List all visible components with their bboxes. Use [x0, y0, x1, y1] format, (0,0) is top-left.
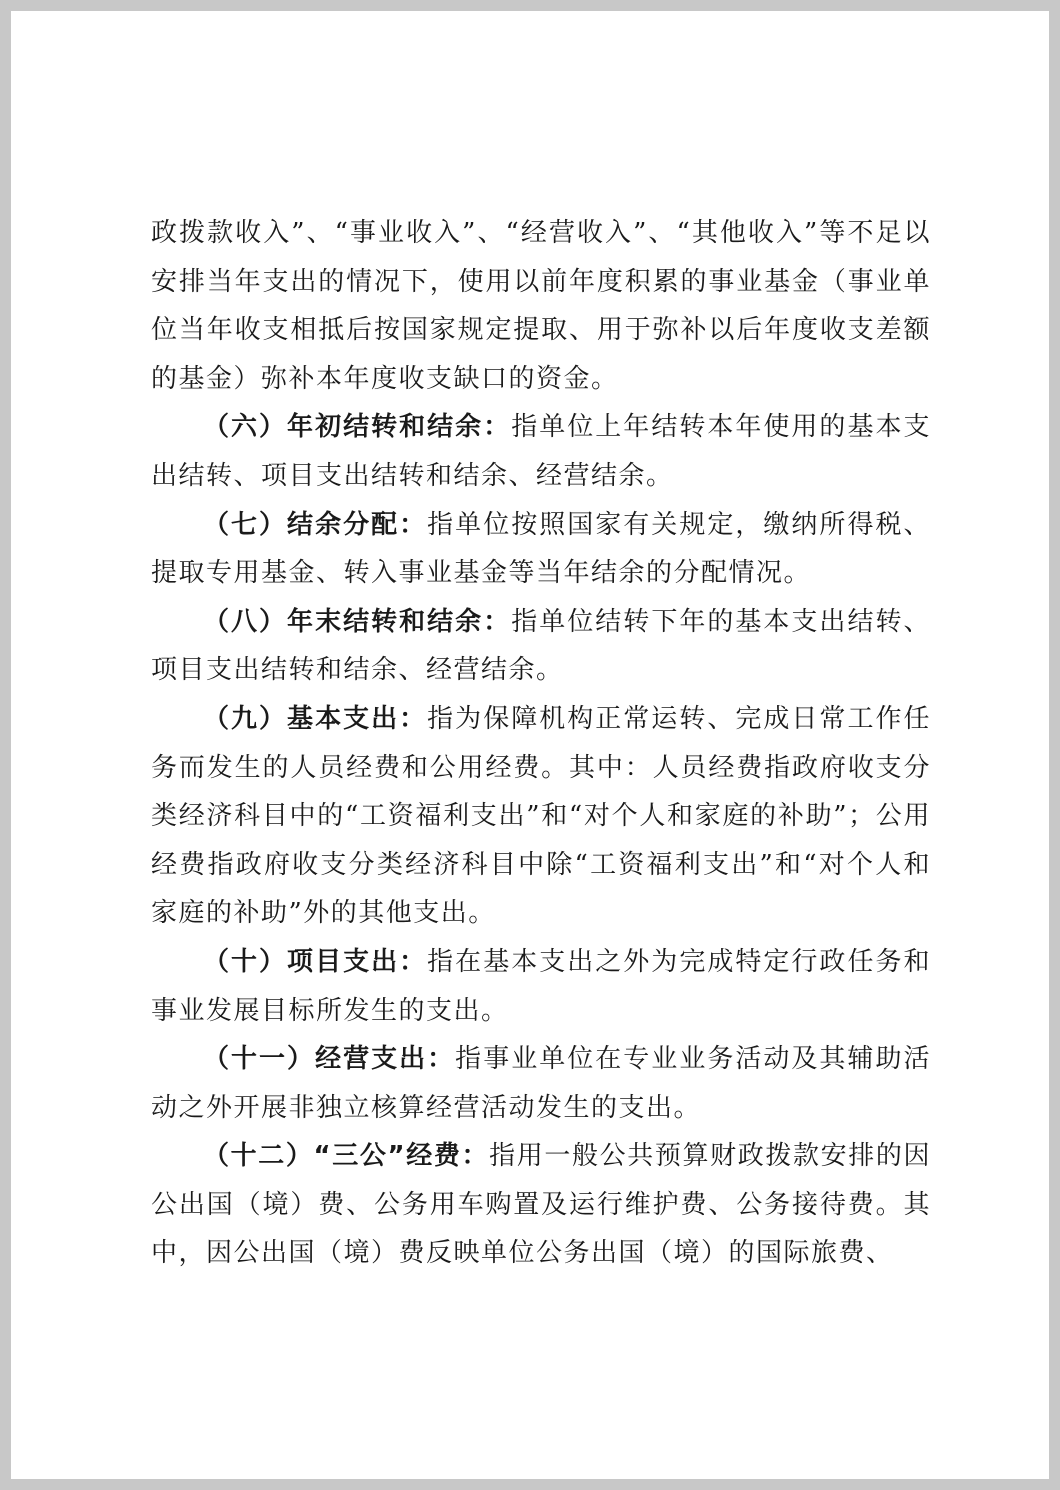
paragraph-item-7 [151, 501, 931, 598]
paragraph-heading: （九）基本支出： [203, 703, 428, 734]
paragraph-heading: （十二）“三公”经费： [203, 1141, 490, 1172]
paragraph-item-6 [151, 403, 931, 500]
paragraph-heading: （七）结余分配： [203, 509, 428, 540]
paragraph-continuation [151, 209, 931, 403]
paragraph-body: 指单位上年结转本年使用的基本支出结转、项目支出结转和结余、经营结余。 [151, 412, 931, 491]
paragraph-item-12 [151, 1132, 931, 1278]
paragraph-heading: （六）年初结转和结余： [203, 412, 512, 443]
paragraph-item-8 [151, 598, 931, 695]
paragraph-body: 指用一般公共预算财政拨款安排的因公出国（境）费、公务用车购置及运行维护费、公务接待费。其中，因公出国（境）费反映单位公务出国（境）的国际旅费、 [151, 1141, 931, 1269]
document-page [11, 11, 1049, 1479]
document-body [151, 209, 931, 1278]
paragraph-body: 政拨款收入”、“事业收入”、“经营收入”、“其他收入”等不足以安排当年支出的情况下，使用以前年度积累的事业基金（事业单位当年收支相抵后按国家规定提取、用于弥补以后年度收支差额的基金）弥补本年度收支缺口的资金。 [151, 218, 931, 394]
paragraph-body: 指单位按照国家有关规定，缴纳所得税、提取专用基金、转入事业基金等当年结余的分配情况。 [151, 509, 931, 589]
paragraph-body: 指在基本支出之外为完成特定行政任务和事业发展目标所发生的支出。 [151, 946, 931, 1026]
paragraph-item-11 [151, 1035, 931, 1132]
paragraph-heading: （十）项目支出： [203, 946, 428, 977]
paragraph-body: 指事业单位在专业业务活动及其辅助活动之外开展非独立核算经营活动发生的支出。 [151, 1044, 931, 1123]
paragraph-item-9 [151, 695, 931, 938]
paragraph-item-10 [151, 938, 931, 1035]
paragraph-heading: （八）年末结转和结余： [203, 606, 512, 637]
paragraph-body: 指单位结转下年的基本支出结转、项目支出结转和结余、经营结余。 [151, 606, 931, 686]
paragraph-body: 指为保障机构正常运转、完成日常工作任务而发生的人员经费和公用经费。其中：人员经费指政府收支分类经济科目中的“工资福利支出”和“对个人和家庭的补助”；公用经费指政府收支分类经济科目中除“工资福利支出”和“对个人和家庭的补助”外的其他支出。 [151, 703, 931, 929]
paragraph-heading: （十一）经营支出： [203, 1044, 456, 1075]
